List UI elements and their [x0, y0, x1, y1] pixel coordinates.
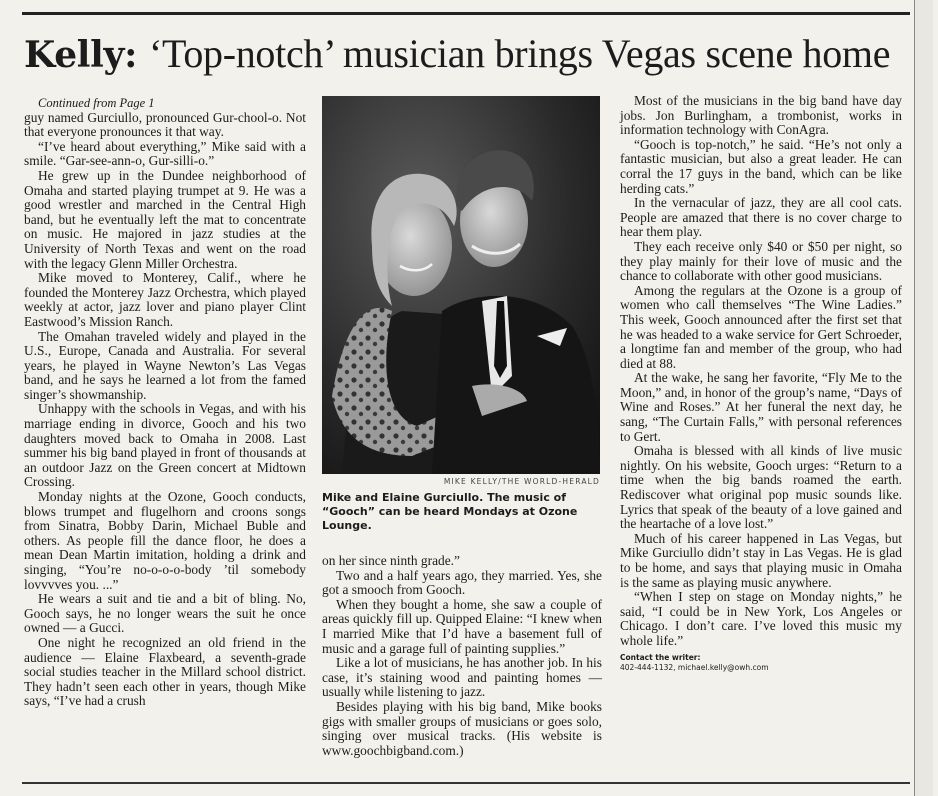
paragraph: At the wake, he sang her favorite, “Fly Me to the Moon,” and, in honor of the group’s name, “Days of Wine and Roses.” At her funeral the next day, he sang, “The Curtain Falls,” with personal references to Gert.	[620, 370, 902, 444]
photo-illustration	[322, 96, 600, 474]
couple-photo	[322, 96, 600, 474]
headline-kicker: Kelly:	[24, 34, 138, 76]
contact-box	[620, 653, 902, 673]
paragraph: Mike moved to Monterey, Calif., where he founded the Monterey Jazz Orchestra, which played weekly at actor, jazz lover and piano player Clint Eastwood’s Mission Ranch.	[24, 270, 306, 329]
photo-caption: Mike and Elaine Gurciullo. The music of “Gooch” can be heard Mondays at Ozone Lounge.	[322, 491, 578, 532]
column-2	[322, 554, 602, 758]
paragraph: One night he recognized an old friend in the audience — Elaine Flaxbeard, a seventh-grade social studies teacher in the Millard school district. They hadn’t seen each other in years, though Mike says, “I’ve had a crush	[24, 634, 306, 709]
paragraph: on her since ninth grade.”	[322, 553, 460, 568]
paragraph: Most of the musicians in the big band have day jobs. Jon Burlingham, a trombonist, works in information technology with ConAgra.	[620, 93, 902, 138]
column-1	[24, 96, 306, 709]
paragraph: The Omahan traveled widely and played in the U.S., Europe, Canada and Australia. For several years, he played in Wayne Newton’s Las Vegas band, and he says he learned a lot from the famed singer’s showmanship.	[24, 328, 306, 402]
headline-text: ‘Top-notch’ musician brings Vegas scene home	[148, 31, 891, 76]
paragraph: He wears a suit and tie and a bit of bling. No, Gooch says, he no longer wears the suit he once owned — a Gucci.	[24, 591, 306, 636]
paragraph: “When I step on stage on Monday nights,” he said, “I could be in New York, Los Angeles or Chicago. I don’t care. I’ve loved this music my whole life.”	[620, 589, 902, 648]
paragraph: In the vernacular of jazz, they are all cool cats. People are amazed that there is no cover charge to hear them play.	[620, 195, 902, 240]
paragraph: “I’ve heard about everything,” Mike said with a smile. “Gar-see-ann-o, Gur-silli-o.”	[24, 138, 306, 169]
paragraph: guy named Gurciullo, pronounced Gur-chool-o. Not that everyone pronounces it that way.	[24, 109, 306, 140]
continued-line: Continued from Page 1	[38, 96, 155, 110]
paragraph: When they bought a home, she saw a couple of areas quickly fill up. Quipped Elaine: “I knew when I married Mike that I’d have a basement full of music and a garage full of painting supplies.”	[322, 596, 602, 656]
paragraph: Unhappy with the schools in Vegas, and with his marriage ending in divorce, Gooch and his two daughters moved back to Omaha in 2008. Last summer his big band played in front of thousands at an outdoor Jazz on the Green concert at Midtown Crossing.	[24, 401, 306, 490]
paragraph: Besides playing with his big band, Mike books gigs with smaller groups of musicians or goes solo, singing over musical tracks. (His website is www.goochbigband.com.)	[322, 698, 602, 758]
paragraph: Like a lot of musicians, he has another job. In his case, it’s staining wood and painting homes — usually while listening to jazz.	[322, 655, 602, 700]
top-rule	[22, 12, 910, 15]
bottom-rule	[22, 782, 910, 784]
paragraph: Omaha is blessed with all kinds of live music nightly. On his website, Gooch urges: “Return to a time when the big bands roamed the earth. Rediscover what original pop music sounds like. Lyrics that speak of the beauty of a love gained and the heartache of a love lost.”	[620, 443, 902, 532]
paragraph: He grew up in the Dundee neighborhood of Omaha and started playing trumpet at 9. He was a good wrestler and marched in the Central High band, but he eventually left the mat to concentrate on music. He majored in jazz studies at the University of North Texas and went on the road with the legacy Glenn Miller Orchestra.	[24, 167, 306, 271]
paragraph: Monday nights at the Ozone, Gooch conducts, blows trumpet and flugelhorn and croons songs from Sinatra, Bobby Darin, Michael Buble and others. As people fill the dance floor, he does a mean Dean Martin imitation, holding a drink and singing, “You’re no-o-o-o-body ’til somebody lovvvves you. ...”	[24, 489, 306, 592]
paragraph: They each receive only $40 or $50 per night, so they play mainly for their love of music and the chance to collaborate with other good musicians.	[620, 238, 902, 284]
column-3	[620, 94, 902, 673]
contact-label: Contact the writer:	[620, 652, 701, 662]
paragraph: Among the regulars at the Ozone is a group of women who call themselves “The Wine Ladies.” This week, Gooch announced after the first set that he was headed to a wake service for Gert Schroeder, a longtime fan and member of the group, who had died at 88.	[620, 282, 902, 371]
headline	[24, 30, 904, 79]
paragraph: Two and a half years ago, they married. Yes, she got a smooch from Gooch.	[322, 567, 602, 598]
photo-credit: MIKE KELLY/THE WORLD-HERALD	[443, 477, 600, 486]
paragraph: “Gooch is top-notch,” he said. “He’s not only a fantastic musician, but also a great leader. He can corral the 17 guys in the band, which can be like herding cats.”	[620, 136, 902, 196]
paragraph: Much of his career happened in Las Vegas, but Mike Gurciullo didn’t stay in Las Vegas. He is glad to be home, and says that playing music in Omaha is the same as playing music anywhere.	[620, 530, 902, 590]
page-edge	[914, 0, 933, 796]
contact-details: 402-444-1132, michael.kelly@owh.com	[620, 662, 769, 672]
